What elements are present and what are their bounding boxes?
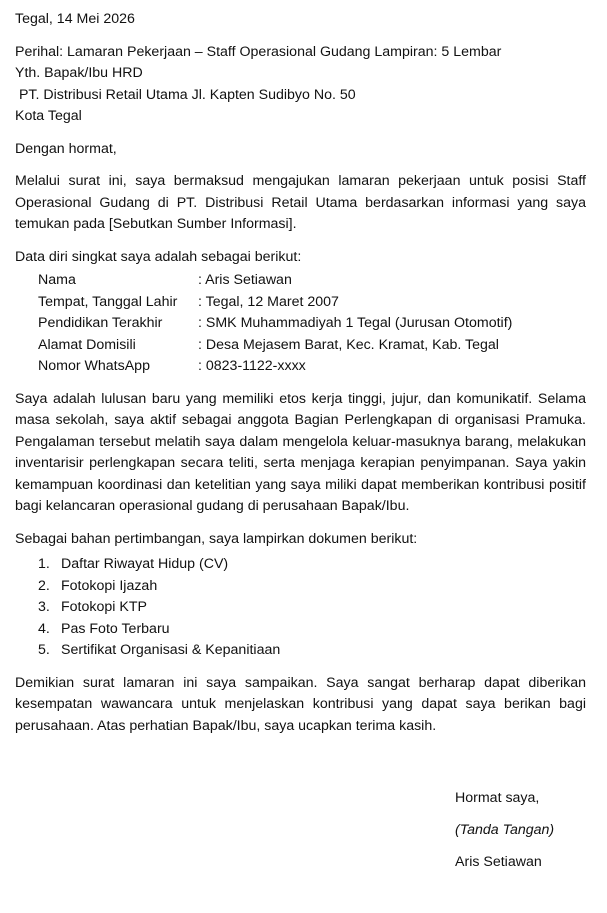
list-text: Sertifikat Organisasi & Kepanitiaan [61, 642, 281, 658]
data-label: Alamat Domisili [38, 336, 136, 353]
recipient-line-3: Kota Tegal [15, 108, 82, 124]
data-value: : SMK Muhammadiyah 1 Tegal (Jurusan Otomotif) [198, 315, 513, 331]
closing-paragraph: Demikian surat lamaran ini saya sampaikan. Saya sangat berharap dapat diberikan kesempatan wawancara untuk menjelaskan kontribusi yang dapat saya berikan bagi perusahaan. Atas perhatian Bapak/Ibu, saya ucapkan terima kasih. [15, 674, 586, 734]
signature: (Tanda Tangan) [455, 822, 555, 838]
data-label: Pendidikan Terakhir [38, 315, 163, 331]
signer-name: Aris Setiawan [455, 854, 542, 870]
signature-block [455, 786, 554, 882]
list-number: 2. [38, 577, 50, 594]
experience-paragraph: Saya adalah lulusan baru yang memiliki etos kerja tinggi, jujur, dan komunikatif. Selama masa sekolah, saya aktif sebagai anggota Bagian Perlengkapan di organisasi Pramuka. Pengalaman tersebut melatih saya dalam mengelola keluar-masuknya barang, melakukan inventarisir perlengkapan secara teliti, serta menjaga kerapian penyimpanan. Saya yakin kemampuan koordinasi dan ketelitian yang saya miliki dapat memberikan kontribusi positif bagi kelancaran operasional gudang di perusahaan Bapak/Ibu. [15, 390, 586, 514]
signoff: Hormat saya, [455, 790, 540, 806]
list-number: 4. [38, 620, 50, 637]
data-row-birth [38, 292, 586, 314]
intro-paragraph: Melalui surat ini, saya bermaksud mengajukan lamaran pekerjaan untuk posisi Staff Operasional Gudang di PT. Distribusi Retail Utama berdasarkan informasi yang saya temukan pada [Sebutkan Sumber Informasi]. [15, 173, 586, 232]
list-text: Pas Foto Terbaru [61, 620, 170, 637]
personal-data-table [38, 270, 586, 378]
list-item [38, 576, 586, 598]
date-line: Tegal, 14 Mei 2026 [15, 11, 135, 27]
attachments-intro: Sebagai bahan pertimbangan, saya lampirkan dokumen berikut: [15, 530, 418, 547]
data-intro: Data diri singkat saya adalah sebagai berikut: [15, 248, 302, 265]
list-item [38, 554, 586, 576]
data-label: Nama [38, 272, 76, 288]
data-value: : Tegal, 12 Maret 2007 [198, 293, 339, 310]
data-row-address [38, 335, 586, 357]
recipient-line-1: Yth. Bapak/Ibu HRD [15, 65, 143, 81]
recipient-line-2: PT. Distribusi Retail Utama Jl. Kapten Sudibyo No. 50 [15, 86, 356, 103]
list-text: Fotokopi KTP [61, 599, 147, 615]
attachments-list [38, 554, 586, 662]
data-row-name [38, 270, 586, 292]
list-number: 5. [38, 642, 50, 658]
data-value: : Aris Setiawan [198, 272, 292, 288]
list-number: 1. [38, 556, 50, 572]
data-value: : Desa Mejasem Barat, Kec. Kramat, Kab. Tegal [198, 336, 499, 353]
greeting: Dengan hormat, [15, 140, 117, 157]
list-item [38, 597, 586, 619]
list-number: 3. [38, 599, 50, 615]
data-value: : 0823-1122-xxxx [198, 358, 306, 374]
subject-line: Perihal: Lamaran Pekerjaan – Staff Operasional Gudang Lampiran: 5 Lembar [15, 43, 502, 60]
list-item [38, 640, 586, 662]
list-text: Fotokopi Ijazah [61, 577, 158, 594]
list-text: Daftar Riwayat Hidup (CV) [61, 556, 229, 572]
data-row-education [38, 313, 586, 335]
data-label: Tempat, Tanggal Lahir [38, 293, 178, 310]
data-label: Nomor WhatsApp [38, 358, 150, 374]
data-row-whatsapp [38, 356, 586, 378]
list-item [38, 619, 586, 641]
